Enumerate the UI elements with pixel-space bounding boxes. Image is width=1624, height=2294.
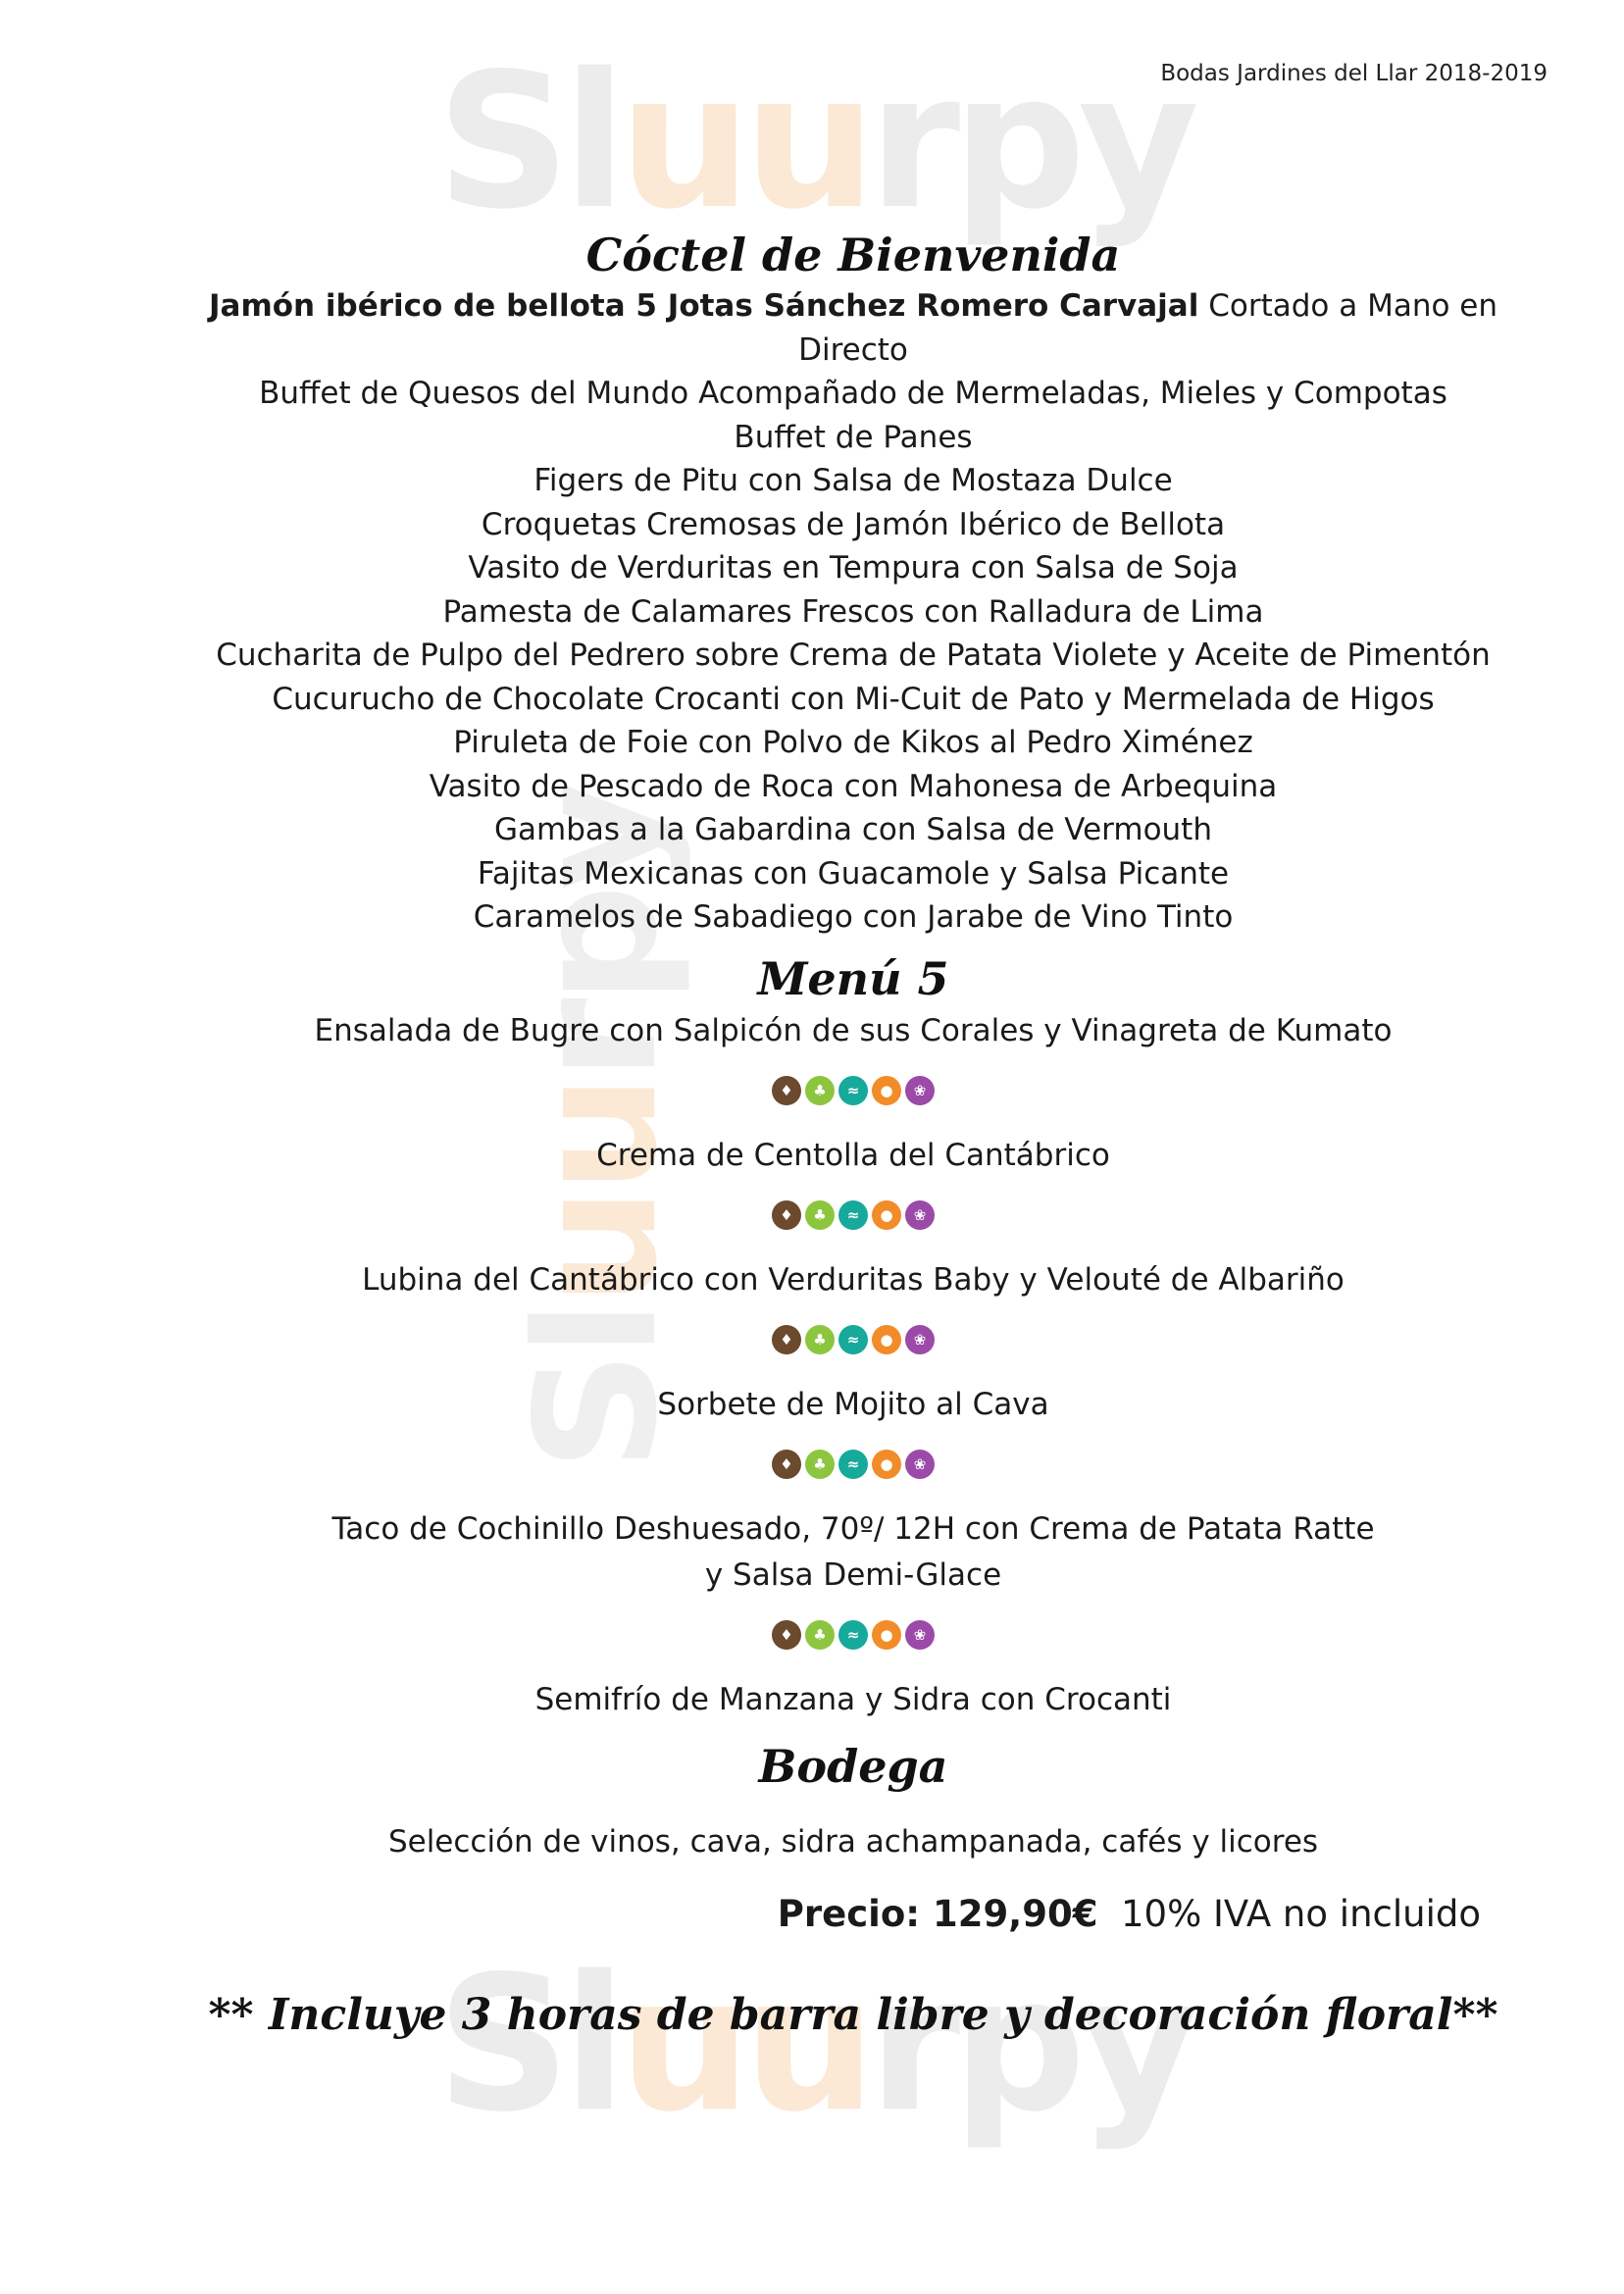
- cocktail-item-featured-line2: Directo: [798, 331, 908, 368]
- citrus-icon: ●: [872, 1620, 901, 1650]
- bodega-title: Bodega: [758, 1739, 948, 1793]
- wheat-icon: ❀: [905, 1450, 935, 1479]
- vegetable-icon: ♣: [805, 1325, 835, 1354]
- cocktail-item-featured: [147, 284, 1559, 329]
- dish-5: Taco de Cochinillo Deshuesado, 70º/ 12H con Crema de Patata Ratte: [331, 1510, 1375, 1547]
- fish-icon: ≈: [838, 1450, 868, 1479]
- fish-icon: ≈: [838, 1620, 868, 1650]
- meat-icon: ♦: [772, 1325, 801, 1354]
- fish-icon: ≈: [838, 1200, 868, 1230]
- cocktail-item: Figers de Pitu con Salsa de Mostaza Dulce: [533, 463, 1173, 498]
- fish-icon: ≈: [838, 1076, 868, 1105]
- cocktail-item: Cucurucho de Chocolate Crocanti con Mi-Cuit de Pato y Mermelada de Higos: [272, 681, 1435, 717]
- menu-content: [147, 226, 1559, 2040]
- vegetable-icon: ♣: [805, 1450, 835, 1479]
- citrus-icon: ●: [872, 1076, 901, 1105]
- allergen-icons: [147, 1620, 1559, 1650]
- price-tax: 10% IVA no incluido: [1097, 1892, 1481, 1935]
- citrus-icon: ●: [872, 1200, 901, 1230]
- cocktail-item: Cucharita de Pulpo del Pedrero sobre Crema de Patata Violete y Aceite de Pimentón: [216, 637, 1491, 673]
- meat-icon: ♦: [772, 1450, 801, 1479]
- cocktail-item: Fajitas Mexicanas con Guacamole y Salsa Picante: [477, 855, 1230, 892]
- cocktail-item: Croquetas Cremosas de Jamón Ibérico de Bellota: [481, 506, 1226, 542]
- citrus-icon: ●: [872, 1325, 901, 1354]
- dish-6: Semifrío de Manzana y Sidra con Crocanti: [534, 1681, 1172, 1717]
- dish-2: Crema de Centolla del Cantábrico: [596, 1137, 1110, 1173]
- fish-icon: ≈: [838, 1325, 868, 1354]
- cocktail-item: Piruleta de Foie con Polvo de Kikos al Pedro Ximénez: [453, 725, 1253, 760]
- cocktail-item: Pamesta de Calamares Frescos con Ralladura de Lima: [442, 593, 1264, 630]
- watermark-diagonal: Sluurpy: [500, 787, 694, 1471]
- cocktail-item: Buffet de Quesos del Mundo Acompañado de Mermeladas, Mieles y Compotas: [259, 376, 1447, 411]
- dish-3: Lubina del Cantábrico con Verduritas Baby y Velouté de Albariño: [362, 1261, 1345, 1298]
- wheat-icon: ❀: [905, 1620, 935, 1650]
- cocktail-title: Cóctel de Bienvenida: [585, 229, 1121, 281]
- wheat-icon: ❀: [905, 1200, 935, 1230]
- meat-icon: ♦: [772, 1200, 801, 1230]
- cocktail-list: [147, 372, 1559, 940]
- allergen-icons: [147, 1076, 1559, 1105]
- allergen-icons: [147, 1325, 1559, 1354]
- bodega-text: Selección de vinos, cava, sidra achampanada, cafés y licores: [387, 1823, 1319, 1860]
- meat-icon: ♦: [772, 1620, 801, 1650]
- allergen-icons: [147, 1450, 1559, 1479]
- dish-4: Sorbete de Mojito al Cava: [657, 1386, 1049, 1422]
- cocktail-featured-bold: Jamón ibérico de bellota 5 Jotas Sánchez Romero Carvajal: [208, 288, 1199, 324]
- vegetable-icon: ♣: [805, 1620, 835, 1650]
- cocktail-item: Buffet de Panes: [734, 419, 973, 455]
- dish-1: Ensalada de Bugre con Salpicón de sus Corales y Vinagreta de Kumato: [314, 1012, 1393, 1048]
- document-header: Bodas Jardines del Llar 2018-2019: [1160, 61, 1548, 86]
- vegetable-icon: ♣: [805, 1076, 835, 1105]
- meat-icon: ♦: [772, 1076, 801, 1105]
- cocktail-featured-rest: Cortado a Mano en: [1198, 288, 1498, 324]
- wheat-icon: ❀: [905, 1325, 935, 1354]
- price-row: [147, 1893, 1559, 1935]
- wheat-icon: ❀: [905, 1076, 935, 1105]
- citrus-icon: ●: [872, 1450, 901, 1479]
- cocktail-item: Vasito de Pescado de Roca con Mahonesa de Arbequina: [429, 768, 1278, 804]
- cocktail-item: Vasito de Verduritas en Tempura con Salsa de Soja: [468, 550, 1239, 586]
- cocktail-item: Caramelos de Sabadiego con Jarabe de Vino Tinto: [473, 899, 1234, 935]
- dish-5-line2: y Salsa Demi-Glace: [704, 1556, 1002, 1593]
- watermark-top: Sluurpy: [435, 33, 1193, 250]
- watermark-bottom: Sluurpy: [435, 1936, 1193, 2153]
- menu-title: Menú 5: [757, 951, 949, 1005]
- cocktail-item: Gambas a la Gabardina con Salsa de Vermouth: [494, 812, 1212, 847]
- price-label: Precio: 129,90€: [777, 1892, 1098, 1935]
- allergen-icons: [147, 1200, 1559, 1230]
- included-note: ** Incluye 3 horas de barra libre y decoración floral**: [208, 1989, 1498, 2040]
- vegetable-icon: ♣: [805, 1200, 835, 1230]
